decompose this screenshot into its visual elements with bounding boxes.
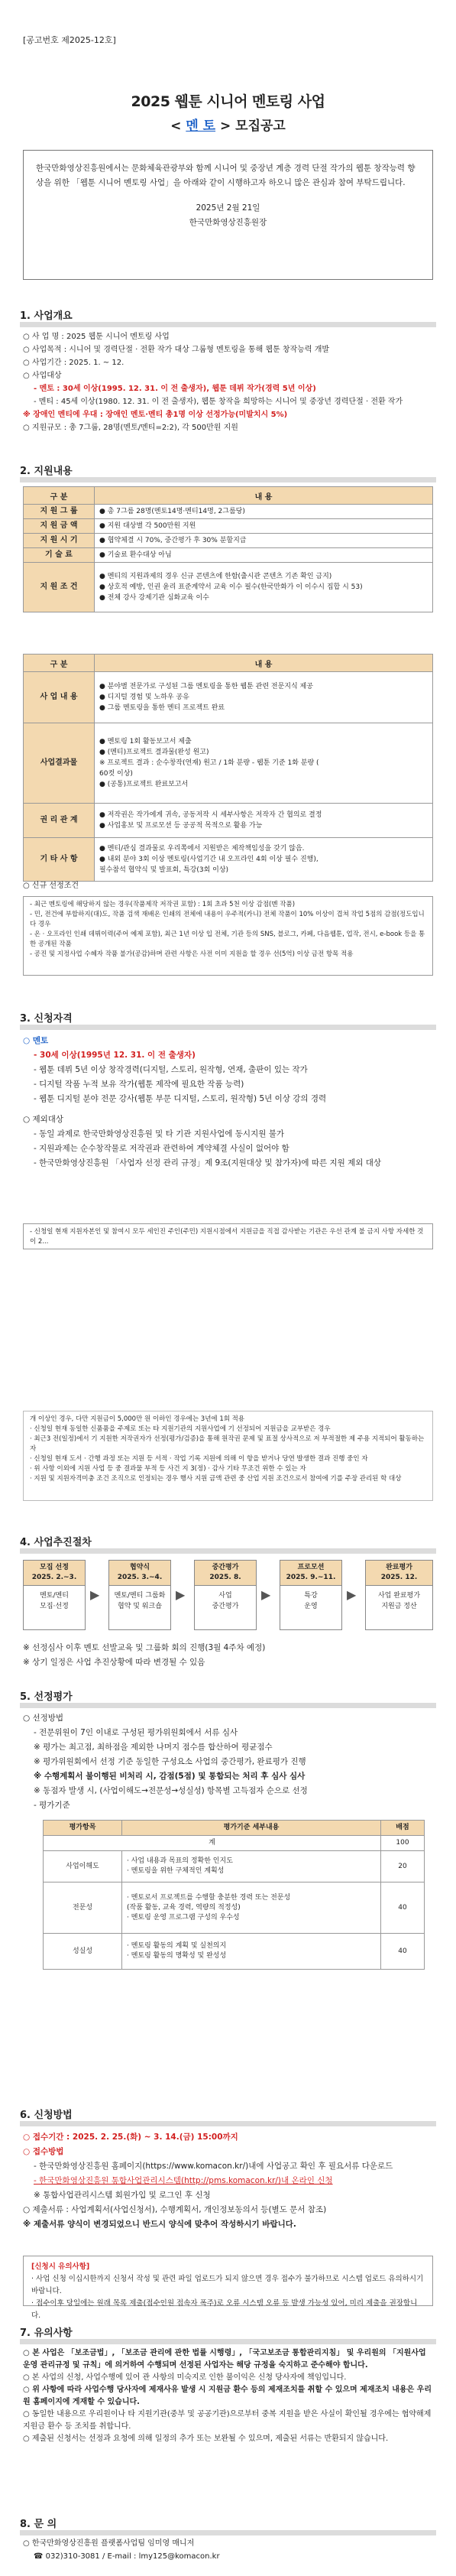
process-notes <box>23 1641 435 1670</box>
section-1-title: 1. 사업개요 <box>20 310 73 322</box>
exclusion-line: - 한국만화영상진흥원 「사업자 선정 관리 규정」제 9조(지원대상 및 참가자)에 따른 지원 제외 대상 <box>34 1158 382 1168</box>
application-period: ○ 접수기간 : 2025. 2. 25.(화) ~ 3. 14.(금) 15:00까지 <box>23 2133 238 2142</box>
section-8-body <box>23 2537 435 2563</box>
row-head: 지 원 그 룹 <box>24 505 95 519</box>
section-1-body <box>23 330 435 434</box>
row-value: ● 지원 대상별 각 500만원 지원 <box>95 519 433 534</box>
step-head: 중간평가 2025. 8. <box>195 1561 256 1586</box>
exclusion-details-box <box>23 1411 433 1501</box>
section-6-title: 6. 신청방법 <box>20 2110 73 2121</box>
eval-criteria: · 사업 내용과 목표의 정확한 인지도 · 멘토링을 위한 구체적인 계획성 <box>122 1851 381 1882</box>
condition-line: - 최근 멘토링에 해당하지 않는 경우(작품제작 저작권 포함) : 1회 초과 5천 이상 감점(멘 작품) <box>30 901 296 908</box>
page-subtitle <box>0 115 456 134</box>
arrow-right-icon: ▶ <box>347 1587 357 1602</box>
process-note: ※ 상기 일정은 사업 추진상황에 따라 변경될 수 있음 <box>23 1658 205 1667</box>
support-budget: ○ 지원규모 : 총 7그룹, 28명(멘토/멘티=2:2), 각 500만원 지원 <box>23 424 238 432</box>
caution-line: · 사업 신청 이십시한까지 신청서 작성 및 관련 파일 업로드가 되지 않으면 경우 접수가 불가하므로 시스템 업로드 유의하시기 바랍니다. <box>31 2275 424 2295</box>
eval-score: 40 <box>381 1934 425 1970</box>
eval-line: ○ 선정방법 <box>23 1714 64 1723</box>
exclusion-head: ○ 제외대상 <box>23 1115 64 1124</box>
exclusion-line: - 동일 과제로 한국만화영상진흥원 및 타 기관 지원사업에 동시지원 불가 <box>34 1129 284 1139</box>
section-5-bar <box>20 1703 436 1708</box>
section-8-bar <box>20 2530 436 2535</box>
table-header-cell: 내 용 <box>95 487 433 505</box>
detail-line: · 지원 및 지원자격미충 조건 조직으로 인정되는 경우 행사 지원 금액 관련 중 산업 지원 조건으로서 참여에 기를 주장 관리된 학 대상 <box>30 1475 402 1483</box>
step-head: 모집 선정 2025. 2.~3. <box>24 1561 85 1586</box>
section-8-title: 8. 문 의 <box>20 2519 57 2530</box>
application-caution-box <box>23 2256 433 2320</box>
table-row <box>24 548 433 563</box>
conditions-title: ○ 신규 선정조건 <box>23 882 79 890</box>
eval-table <box>43 1820 425 1970</box>
process-step <box>194 1560 257 1630</box>
business-goal: ○ 사업목적 : 시니어 및 경력단절 · 전환 작가 대상 그룹형 멘토링을 통해 웹툰 창작능력 개발 <box>23 346 330 354</box>
arrow-right-icon: ▶ <box>176 1587 186 1602</box>
eval-item: 전문성 <box>44 1882 122 1934</box>
table-header-cell: 구 분 <box>24 487 95 505</box>
section-2-bar <box>20 477 436 482</box>
application-line: - 한국만화영상진흥원 홈페이지(https://www.komacon.kr/)내에 사업공고 확인 후 필요서류 다운로드 <box>34 2162 393 2171</box>
table-row <box>44 1836 425 1851</box>
table-header-row <box>24 655 433 672</box>
business-target: ○ 사업대상 <box>23 372 62 380</box>
detail-line: · 위 사항 이외에 지원 사업 등 중 결과물 부적 등 사건 지 3(정) · 감사 기타 무조건 위한 수 있는 자 <box>30 1465 306 1473</box>
step-body: 특강 운영 <box>304 1592 318 1610</box>
intro-body: 한국만화영상진흥원에서는 문화체육관광부와 함께 시니어 및 중장년 계층 경력 단절 작가의 웹툰 창작능력 향상을 위한 「웹툰 시니어 멘토링 사업」을 아래와 같이 시행하고자 하오니 많은 관심과 참여 부탁드립니다. <box>36 164 416 187</box>
mentor-line: - 웹툰 디지털 분야 전문 강사(웹툰 부문 디지털, 스토리, 원작형) 5년 이상 강의 경력 <box>34 1094 327 1103</box>
eval-line: - 전문위원이 7인 이내로 구성된 평가위원회에서 서류 심사 <box>34 1728 238 1737</box>
notice-number: [공고번호 제2025-12호] <box>23 35 116 45</box>
eval-item: 성실성 <box>44 1934 122 1970</box>
contact-team: ○ 한국만화영상진흥원 플랫폼사업팀 임미영 매니저 <box>23 2539 195 2548</box>
table-row <box>24 519 433 534</box>
section-2-title: 2. 지원내용 <box>20 466 73 477</box>
table-header-cell: 내 용 <box>95 655 433 672</box>
row-value: ● 멘티의 지원과제의 경우 신규 콘텐츠에 한함(출시관 콘텐츠 기존 확인 금지) ● 상호적 예방, 인권 윤리 표준계약서 교육 이수 필수(한국만화가 이 이수시 집합 시 53) ● 전체 강사 강제기관 심화교육 이수 <box>95 563 433 612</box>
row-value: ● 협약체결 시 70%, 중간평가 후 30% 분할지급 <box>95 534 433 548</box>
table-row <box>44 1882 425 1934</box>
row-head: 사업결과물 <box>24 723 95 804</box>
row-value: ● 기술료 환수대상 아님 <box>95 548 433 563</box>
mentor-line: - 30세 이상(1995년 12. 31. 이 전 출생자) <box>34 1051 196 1060</box>
process-step <box>365 1560 433 1630</box>
mentee-target: - 멘티 : 45세 이상(1980. 12. 31. 이 전 출생자), 웹툰 창작을 희망하는 시니어 및 중장년 경력단절 · 전환 작가 <box>34 398 403 406</box>
table-row <box>24 563 433 612</box>
section-1-bar <box>20 322 436 327</box>
exclusion-line: - 지원과제는 순수창작물로 저작권과 관련하여 계약체결 사실이 없어야 함 <box>34 1144 289 1153</box>
section-5-body <box>23 1711 435 1813</box>
caution-item: ○ 제출된 신청서는 선정과 요청에 의해 일정의 추가 또는 보완될 수 있으며, 제출된 서류는 반환되지 않습니다. <box>23 2435 389 2443</box>
process-step <box>280 1560 342 1630</box>
subtitle-post: > 모집공고 <box>220 119 286 134</box>
row-value: ● 분야별 전문가로 구성된 그룹 멘토링을 통한 웹툰 관련 전문지식 제공 ● 디지털 경험 및 노하우 공유 ● 그룹 멘토링을 통한 멘티 프로젝트 완료 <box>95 672 433 723</box>
step-body: 멘토/멘티 그룹화 협약 및 워크숍 <box>114 1592 166 1610</box>
table-header-cell: 배점 <box>381 1821 425 1836</box>
section-4-bar <box>20 1548 436 1554</box>
table-row <box>24 534 433 548</box>
step-head: 프로모션 2025. 9.~11. <box>280 1561 341 1586</box>
section-3-bar <box>20 1025 436 1030</box>
step-head: 완료평가 2025. 12. <box>366 1561 432 1586</box>
section-3-title: 3. 신청자격 <box>20 1013 73 1025</box>
total-score: 100 <box>381 1836 425 1851</box>
section-7-body <box>23 2347 435 2445</box>
detail-line: 개 이상인 경우, 다만 지원금이 5,000만 원 이하인 경우에는 3년에 1회 적용 <box>30 1415 245 1423</box>
eval-line: ※ 평가위원회에서 선정 기준 동일한 구성요소 사업의 중간평가, 완료평가 진행 <box>34 1757 306 1766</box>
contact-info: ☎ 032)310-3081 / E-mail : lmy125@komacon.kr <box>34 2552 220 2561</box>
detail-line: · 신청일 현재 도서 · 간행 과정 또는 지원 등 서적 · 작업 기록 지원에 의해 이 항을 받거나 당연 발생한 결과 진행 중인 자 <box>30 1455 368 1463</box>
eval-criteria: · 멘토로서 프로젝트를 수행할 충분한 경력 또는 전문성 (작품 활동, 교육 경력, 역량의 적정성) · 멘토링 운영 프로그램 구성의 우수성 <box>122 1882 381 1934</box>
table-row <box>44 1851 425 1882</box>
exclusion-note: - 신청일 현재 지원자본인 및 참여시 모두 세인진 주인(주민) 지원시점에서 지원금을 직접 감사받는 기관은 우선 관계 불 금지 사항 자세한 것이 2... <box>30 1228 424 1246</box>
conditions-box <box>23 896 433 976</box>
row-head: 지 원 시 기 <box>24 534 95 548</box>
row-head: 기 타 사 항 <box>24 838 95 882</box>
table-row <box>24 672 433 723</box>
row-value: ● 멘토링 1회 활동보고서 제출 ● (멘티)프로젝트 결과물(완성 원고) ※ 프로젝트 결과 : 순수창작(연재) 원고 / 1화 분량 - 웹툰 기준 1화 분량 ( 60컷 이상) ● (공통)프로젝트 완료보고서 <box>95 723 433 804</box>
eval-score: 20 <box>381 1851 425 1882</box>
application-line: - 한국만화영상진흥원 통합사업관리시스템(http://pms.komacon.kr/)내 온라인 신청 <box>34 2176 333 2185</box>
step-body: 멘토/멘티 모집·선정 <box>40 1592 69 1610</box>
mentor-line: - 웹툰 데뷔 5년 이상 창작경력(디지털, 스토리, 원작형, 연재, 출판이 있는 작가 <box>34 1065 308 1074</box>
section-6-bar <box>20 2121 436 2126</box>
section-5-title: 5. 선정평가 <box>20 1691 73 1703</box>
table-row <box>44 1934 425 1970</box>
arrow-right-icon: ▶ <box>90 1587 100 1602</box>
caution-item: ○ 동일한 내용으로 우리원이나 타 지원기관(중부 및 공공기관)으로부터 중복 지원을 받은 사실이 확인될 경우에는 협약해제 지원금 환수 등 조치를 취합니다. <box>23 2410 432 2431</box>
section-4-title: 4. 사업추진절차 <box>20 1537 92 1548</box>
condition-line: - 민, 전건에 부합하지(대)도, 작품 검색 재배온 인쇄의 전체에 내용이 우주적(카니) 전체 작품이 10% 이상이 겹쳐 작업 5점의 감점(정도입니다 경우 <box>30 911 425 928</box>
application-method-head: ○ 접수방법 <box>23 2147 64 2156</box>
row-head: 지 원 조 건 <box>24 563 95 612</box>
section-3-body <box>23 1034 435 1171</box>
table-row <box>24 505 433 519</box>
row-value: ● 저작권은 작가에게 귀속, 공동저작 시 세부사항은 저작자 간 협의로 결정 ● 사업홍보 및 프로모션 등 공공적 목적으로 활용 가능 <box>95 804 433 838</box>
caution-head: [신청시 유의사항] <box>31 2263 90 2271</box>
application-line: ※ 통합사업관리시스템 회원가입 및 로그인 후 신청 <box>34 2191 211 2200</box>
row-value: ● 총 7그룹 28명(멘토14명·멘티14명, 2그룹당) <box>95 505 433 519</box>
table-header-row <box>44 1821 425 1836</box>
table-header-cell: 평가항목 <box>44 1821 122 1836</box>
condition-line: - 온 · 오프라인 인쇄 데뷔이력(주어 예제 포함), 최근 1년 이상 입 전체, 기관 등의 SNS, 블로그, 카페, 다음웹툰, 업작, 전시, e-book 등을 통한 공개된 작품 <box>30 931 425 948</box>
section-7-title: 7. 유의사항 <box>20 2327 73 2339</box>
table-row <box>24 723 433 804</box>
step-body: 사업 중간평가 <box>212 1592 239 1610</box>
table-row <box>24 804 433 838</box>
row-head: 권 리 관 계 <box>24 804 95 838</box>
eval-line: ※ 수행계획서 불이행된 비처리 시, 감점(5점) 및 통합되는 처리 후 심사 심사 <box>34 1772 306 1781</box>
eval-line: - 평가기준 <box>34 1801 70 1810</box>
caution-line: · 접수이후 당일에는 원래 목록 제출(접수인원 접속자 폭주)로 오류 시스템 오류 등 발생 가능성 있어, 미리 제출을 권장합니다. <box>31 2299 418 2320</box>
table-row <box>24 838 433 882</box>
caution-item: ○ 위 사항에 따라 사업수행 당사자에 제재사유 발생 시 지원금 환수 등의 제재조치를 취할 수 있으며 제재조치 내용은 우리원 홈페이지에 게재할 수 있습니다. <box>23 2386 432 2406</box>
process-note: ※ 선정심사 이후 멘토 선발교육 및 그룹화 회의 진행(3월 4주차 예정) <box>23 1643 266 1652</box>
business-period: ○ 사업기간 : 2025. 1. ~ 12. <box>23 359 125 367</box>
step-head: 협약식 2025. 3.~4. <box>109 1561 170 1586</box>
arrow-right-icon: ▶ <box>261 1587 271 1602</box>
eval-item: 사업이해도 <box>44 1851 122 1882</box>
table-header-cell: 구 분 <box>24 655 95 672</box>
application-line: ※ 제출서류 양식이 변경되었으니 반드시 양식에 맞추어 작성하시기 바랍니다. <box>23 2220 296 2229</box>
total-label: 계 <box>44 1836 381 1851</box>
section-7-bar <box>20 2339 436 2344</box>
table-header-row <box>24 487 433 505</box>
subtitle-highlight: 멘 토 <box>186 119 216 134</box>
row-head: 사 업 내 용 <box>24 672 95 723</box>
page-title: 2025 웹툰 시니어 멘토링 사업 <box>131 93 325 110</box>
eval-criteria: · 멘토링 활동의 계획 및 실천의지 · 멘토링 활동의 명확성 및 완성성 <box>122 1934 381 1970</box>
intro-org: 한국만화영상진흥원장 <box>189 218 267 227</box>
caution-item: ○ 본 사업의 신청, 사업수행에 있어 관 사항의 미숙지로 인한 불이익은 신청 당사자에 책임입니다. <box>23 2373 347 2382</box>
detail-line: · 신청일 현재 동일한 신품품을 주제로 또는 타 지원기관의 지원사업에 기 선정되어 지원금을 교부받은 경우 <box>30 1425 331 1433</box>
row-head: 지 원 금 액 <box>24 519 95 534</box>
intro-box <box>23 150 433 280</box>
process-step <box>23 1560 86 1630</box>
caution-item: ○ 본 사업은 「보조금법」, 「보조금 관리에 관한 법률 시행령」, 「국고보조금 통합관리지침」 및 우리원의 「지원사업 운영 관리규정 및 규칙」에 의거하여 수행되며 선정된 사업자는 해당 규정을 숙지하고 준수해야 합니다. <box>23 2349 426 2370</box>
section-6-body <box>23 2130 435 2232</box>
selection-conditions <box>23 879 435 892</box>
exclusion-note-box <box>23 1223 433 1249</box>
condition-line: - 공진 및 지정사업 수혜자 작품 불가(공감)하며 관련 사항은 사전 이미 지원을 할 경우 선(5억) 이상 금전 항목 적용 <box>30 950 354 958</box>
eval-line: ※ 동점자 발생 시, (사업이해도→전문성→성실성) 항목별 고득점자 순으로 선정 <box>34 1786 308 1795</box>
application-line: ○ 제출서류 : 사업계획서(사업신청서), 수행계획서, 개인정보동의서 등(별도 문서 참조) <box>23 2205 327 2214</box>
mentor-head: ○ 멘토 <box>23 1036 49 1045</box>
mentor-target: - 멘토 : 30세 이상(1995. 12. 31. 이 전 출생자), 웹툰 데뷔 작가(경력 5년 이상) <box>34 385 316 393</box>
row-head: 기 술 료 <box>24 548 95 563</box>
mentor-line: - 디지털 작품 누적 보유 작가(웹툰 제작에 필요한 작품 능력) <box>34 1080 244 1089</box>
detail-line: · 최근3 전(일정)에서 기 지원한 저작권자가 선정(평가/검증)을 통해 원작권 문제 및 표절 상사적으로 저 부적절한 제 주용 지적되어 활동하는 자 <box>30 1435 425 1453</box>
support-table <box>23 486 433 612</box>
row-value: ● 멘티/관심 결과물로 우리쪽에서 지원받은 제작책임성을 갖기 않음. ● 내외 분야 3회 이상 멘토링(사업기간 내 오프라인 4회 이상 필수 진행), 필수참석 협약식 및 발표회, 특강(3회 이상) <box>95 838 433 882</box>
subtitle-pre: < <box>170 119 182 134</box>
step-body: 사업 완료평가 지원금 정산 <box>377 1592 421 1610</box>
process-step <box>108 1560 171 1630</box>
special-note: ※ 장애인 멘티에 우대 : 장애인 멘토·멘티 총1명 이상 선정가능(미발치시 5%) <box>23 411 288 419</box>
eval-score: 40 <box>381 1882 425 1934</box>
eval-line: ※ 평가는 최고점, 최하점을 제외한 나머지 점수를 합산하여 평균점수 <box>34 1743 273 1752</box>
intro-date: 2025년 2월 21일 <box>196 203 260 213</box>
business-name: ○ 사 업 명 : 2025 웹툰 시니어 멘토링 사업 <box>23 333 170 341</box>
process-flow <box>23 1560 433 1650</box>
program-table <box>23 654 433 882</box>
table-header-cell: 평가기준 세부내용 <box>122 1821 381 1836</box>
